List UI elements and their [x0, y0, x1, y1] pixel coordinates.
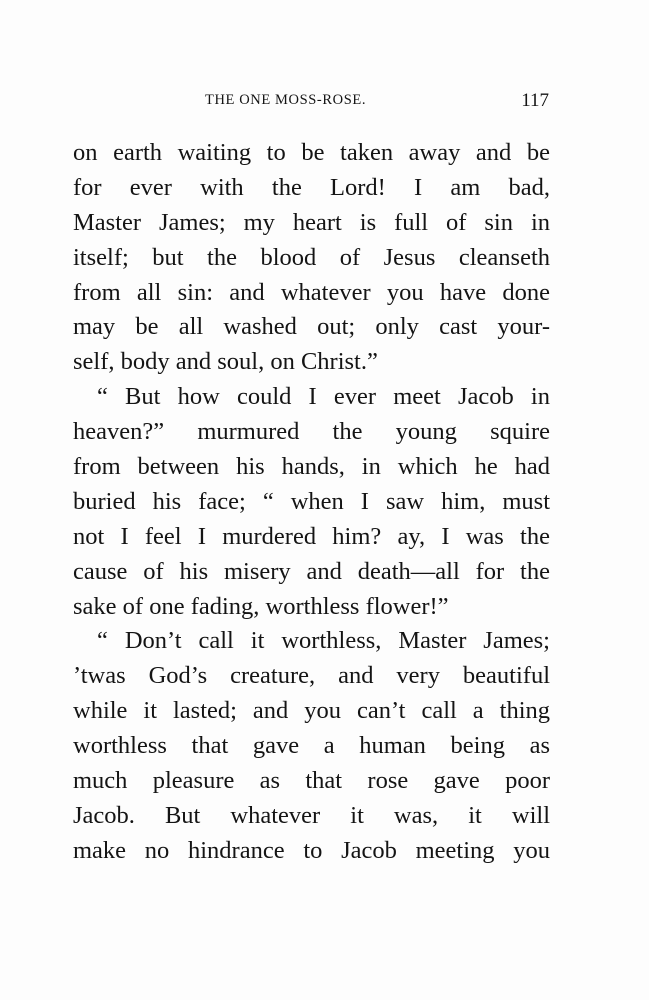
text-line: much pleasure as that rose gave poor [73, 767, 550, 795]
text-line: worthless that gave a human being as [73, 732, 550, 760]
text-line: while it lasted; and you can’t call a thing [73, 697, 550, 725]
text-line: “ Don’t call it worthless, Master James; [97, 627, 550, 655]
text-line: not I feel I murdered him? ay, I was the [73, 522, 550, 550]
text-line: make no hindrance to Jacob meeting you [73, 836, 550, 864]
text-line: may be all washed out; only cast your- [73, 313, 550, 341]
text-line: buried his face; “ when I saw him, must [73, 487, 550, 515]
text-line: from between his hands, in which he had [73, 453, 550, 481]
text-line: sake of one fading, worthless flower!” [73, 592, 449, 620]
text-line: Jacob. But whatever it was, it will [73, 801, 550, 829]
text-line: ’twas God’s creature, and very beautiful [73, 662, 550, 690]
text-line: itself; but the blood of Jesus cleanseth [73, 243, 550, 271]
text-line: self, body and soul, on Christ.” [73, 348, 378, 376]
text-line: for ever with the Lord! I am bad, [73, 173, 550, 201]
page-number: 117 [521, 90, 549, 111]
text-line: from all sin: and whatever you have done [73, 278, 550, 306]
running-title: THE ONE MOSS-ROSE. [205, 92, 367, 108]
body-text [73, 136, 550, 869]
text-line: on earth waiting to be taken away and be [73, 139, 550, 166]
page-header [205, 92, 549, 116]
text-line: cause of his misery and death—all for the [73, 557, 550, 585]
text-line: heaven?” murmured the young squire [73, 418, 550, 446]
text-line: “ But how could I ever meet Jacob in [97, 383, 550, 411]
text-line: Master James; my heart is full of sin in [73, 208, 550, 236]
